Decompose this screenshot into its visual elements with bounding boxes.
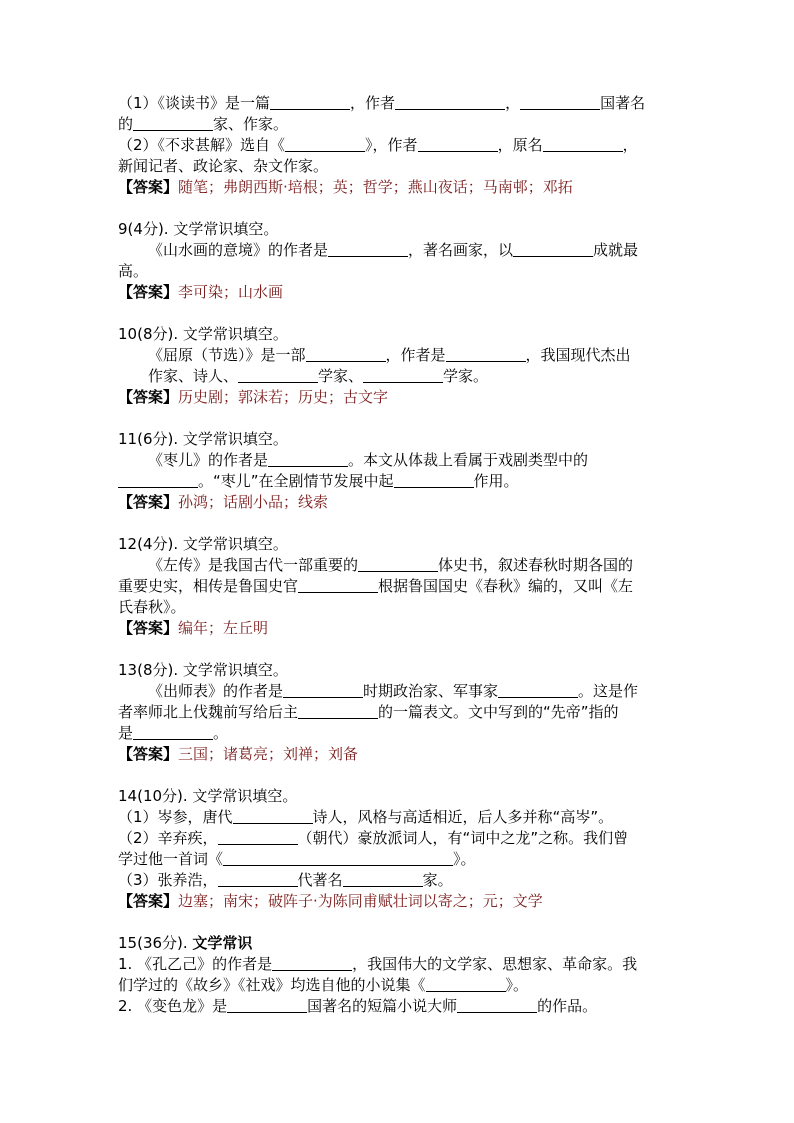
text: 的作品。 [537,997,598,1015]
text: 新闻记者、政论家、杂文作家。 [118,157,329,175]
text: 》，作者 [365,136,418,154]
question-title [118,429,678,450]
document-body [118,93,678,1017]
answer-text: 随笔；弗朗西斯·培根；英；哲学；燕山夜话；马南邨；邓拓 [178,178,573,196]
answer-label: 【答案】 [118,388,179,406]
text: 家。 [422,871,453,889]
fill-blank [218,829,298,845]
question-line [118,471,678,492]
text: 者率师北上伐魏前写给后主 [118,703,299,721]
question-title [118,534,678,555]
fill-blank [298,703,378,719]
fill-blank [513,241,593,257]
text: 10(8分). 文学常识填空。 [118,325,288,343]
text: 是 [118,724,134,742]
text: ，作者 [350,94,396,112]
question-line [118,135,678,156]
text: 15(36分). [118,934,193,952]
text: 。 [213,724,229,742]
answer-line [118,492,678,513]
text: 9(4分). 文学常识填空。 [118,220,279,238]
fill-blank [394,472,474,488]
fill-blank [343,871,423,887]
text: 《屈原（节选）》是一部 [148,346,306,364]
text: ，作者是 [385,346,446,364]
fill-blank [543,136,623,152]
fill-blank [446,346,526,362]
fill-blank [133,115,213,131]
text: 诗人，风格与高适相近，后人多并称“高岑”。 [312,808,614,826]
question-line [118,114,678,135]
question-title [118,660,678,681]
text: 学家。 [443,367,489,385]
question-line [118,93,678,114]
text: （1）《谈读书》是一篇 [118,94,271,112]
text: 家、作家。 [213,115,289,133]
question-line [118,450,678,471]
question-title [118,324,678,345]
answer-label: 【答案】 [118,178,179,196]
fill-blank [118,472,198,488]
question-line [118,849,678,870]
text: 》。 [505,976,529,994]
question-line [118,366,678,387]
answer-text: 三国；诸葛亮；刘禅；刘备 [178,745,359,763]
question-line [118,870,678,891]
text: 成就最 [593,241,639,259]
question-line [118,975,678,996]
fill-blank [426,976,506,992]
answer-text: 李可染；山水画 [178,283,284,301]
text: 高。 [118,262,149,280]
question-line [118,828,678,849]
question-line [118,702,678,723]
answer-text: 边塞；南宋；破阵子·为陈同甫赋壮词以寄之；元；文学 [178,892,543,910]
fill-blank [418,136,498,152]
answer-label: 【答案】 [118,619,179,637]
fill-blank [328,241,408,257]
fill-blank [363,367,443,383]
fill-blank [223,850,453,866]
text: 《山水画的意境》的作者是 [148,241,329,259]
text: 的 [118,115,134,133]
text: 作用。 [473,472,519,490]
text: （3）张养浩， [118,871,218,889]
fill-blank [358,556,438,572]
text: 《左传》是我国古代一部重要的 [148,556,359,574]
answer-label: 【答案】 [118,745,179,763]
answer-label: 【答案】 [118,892,179,910]
answer-line [118,282,678,303]
fill-blank [395,94,505,110]
question-line [118,345,678,366]
question-line [118,807,678,828]
fill-blank [520,94,600,110]
text: ，我国伟大的文学家、思想家、革命家。我 [352,955,638,973]
text: ，我国现代杰出 [525,346,631,364]
question-line [118,954,678,975]
text: 体史书，叙述春秋时期各国的 [438,556,634,574]
text: 》。 [453,850,476,868]
answer-line [118,891,678,912]
text: 《出师表》的作者是 [148,682,284,700]
question-line [118,996,678,1017]
fill-blank [218,871,298,887]
question-line [118,156,678,177]
text: 13(8分). 文学常识填空。 [118,661,288,679]
answer-label: 【答案】 [118,283,179,301]
text: 国著名的短篇小说大师 [307,997,458,1015]
text: 学家、 [318,367,364,385]
fill-blank [457,997,537,1013]
text: 11(6分). 文学常识填空。 [118,430,288,448]
fill-blank [133,724,213,740]
text: 14(10分). 文学常识填空。 [118,787,298,805]
fill-blank [268,451,348,467]
text: 作家、诗人、 [148,367,239,385]
question-line [118,555,678,576]
text: 文学常识 [192,934,253,952]
text: （朝代）豪放派词人，有“词中之龙”之称。我们曾 [297,829,629,847]
fill-blank [498,682,578,698]
text: （2）辛弃疾， [118,829,218,847]
text: 氏春秋》。 [118,598,186,616]
text: 。“枣儿”在全剧情节发展中起 [198,472,394,490]
text: 学过他一首词《 [118,850,224,868]
text: 们学过的《故乡》《社戏》均选自他的小说集《 [118,976,426,994]
text: 。本文从体裁上看属于戏剧类型中的 [348,451,589,469]
text: 根据鲁国国史《春秋》编的，又叫《左 [378,577,634,595]
text: 的一篇表文。文中写到的“先帝”指的 [378,703,619,721]
text: 代著名 [297,871,343,889]
answer-line [118,387,678,408]
fill-blank [285,136,365,152]
text: 。这是作 [578,682,639,700]
answer-line [118,618,678,639]
fill-blank [270,94,350,110]
answer-text: 编年；左丘明 [178,619,269,637]
text: 1. 《孔乙己》的作者是 [118,955,273,973]
text: 重要史实，相传是鲁国史官 [118,577,299,595]
text: （2）《不求甚解》选自《 [118,136,286,154]
fill-blank [283,682,363,698]
text: ，著名画家，以 [408,241,514,259]
answer-text: 历史剧；郭沫若；历史；古文字 [178,388,389,406]
text: ， [622,136,638,154]
question-line [118,240,678,261]
fill-blank [238,367,318,383]
answer-line [118,177,678,198]
question-line [118,597,678,618]
fill-blank [306,346,386,362]
fill-blank [227,997,307,1013]
text: 国著名 [600,94,646,112]
question-title [118,786,678,807]
fill-blank [233,808,313,824]
question-line [118,723,678,744]
answer-line [118,744,678,765]
question-line [118,261,678,282]
text: ，原名 [497,136,543,154]
text: 12(4分). 文学常识填空。 [118,535,288,553]
text: 2. 《变色龙》是 [118,997,228,1015]
question-title [118,933,678,954]
fill-blank [298,577,378,593]
answer-text: 孙鸿；话剧小品；线索 [178,493,329,511]
question-title [118,219,678,240]
text: ， [505,94,521,112]
fill-blank [272,955,352,971]
question-line [118,576,678,597]
text: （1）岑参，唐代 [118,808,233,826]
question-line [118,681,678,702]
answer-label: 【答案】 [118,493,179,511]
text: 《枣儿》的作者是 [148,451,269,469]
text: 时期政治家、军事家 [363,682,499,700]
